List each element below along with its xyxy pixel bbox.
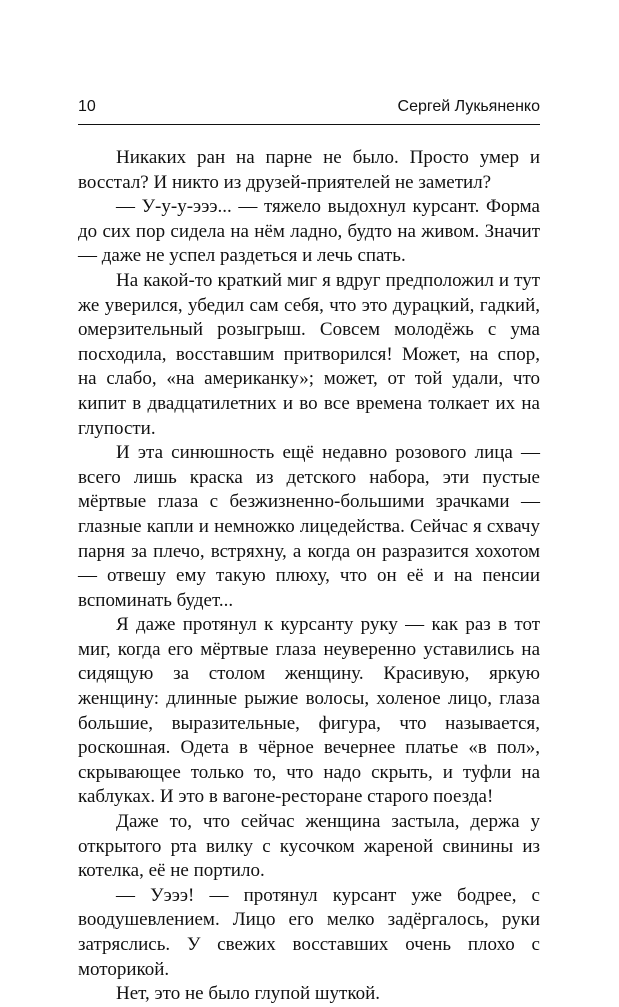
paragraph: Нет, это не было глупой шуткой. <box>116 983 381 1005</box>
paragraph: На какой-то краткий миг я вдруг предположил и тут же уверился, убедил сам себя, что это дурацкий, гадкий, омерзительный розыгрыш. Совсем молодёжь с ума посходила, восставшим притворился! Может, на спор, на слабо, «на американку»; может, от той удали, что кипит в двадцатилетних и во все времена толкает их на глупости. <box>78 269 540 439</box>
page-number: 10 <box>78 98 96 115</box>
paragraph: И эта синюшность ещё недавно розового лица — всего лишь краска из детского набора, эти пустые мёртвые глаза с безжизненно-большими зрачками — глазные капли и немножко лицедейства. Сейчас я схвачу парня за плечо, встряхну, а когда он разразится хохотом — отвешу ему такую плюху, что он её и на пенсии вспоминать будет... <box>78 442 540 611</box>
page-header <box>78 92 540 122</box>
paragraph: Даже то, что сейчас женщина застыла, держа у открытого рта вилку с кусочком жареной свинины из котелка, её не портило. <box>78 811 540 882</box>
paragraph: Я даже протянул к курсанту руку — как раз в тот миг, когда его мёртвые глаза неуверенно уставились на сидящую за столом женщину. Красивую, яркую женщину: длинные рыжие волосы, холеное лицо, глаза большие, выразительные, фигура, что называется, роскошная. Одета в чёрное вечернее платье «в пол», скрывающее только то, что надо скрыть, и туфли на каблуках. И это в вагоне-ресторане старого поезда! <box>78 614 540 808</box>
header-rule <box>78 124 540 125</box>
running-head-author: Сергей Лукьяненко <box>397 98 540 115</box>
paragraph: — У-у-у-эээ... — тяжело выдохнул курсант. Форма до сих пор сидела на нём ладно, будто на живом. Значит — даже не успел раздеться и лечь спать. <box>78 196 540 267</box>
text-body <box>78 146 540 1007</box>
paragraph: Никаких ран на парне не было. Просто умер и восстал? И никто из друзей-приятелей не заметил? <box>78 147 540 193</box>
paragraph: — Уэээ! — протянул курсант уже бодрее, с воодушевлением. Лицо его мелко задёргалось, руки затряслись. У свежих восставших очень плохо с моторикой. <box>78 884 540 980</box>
